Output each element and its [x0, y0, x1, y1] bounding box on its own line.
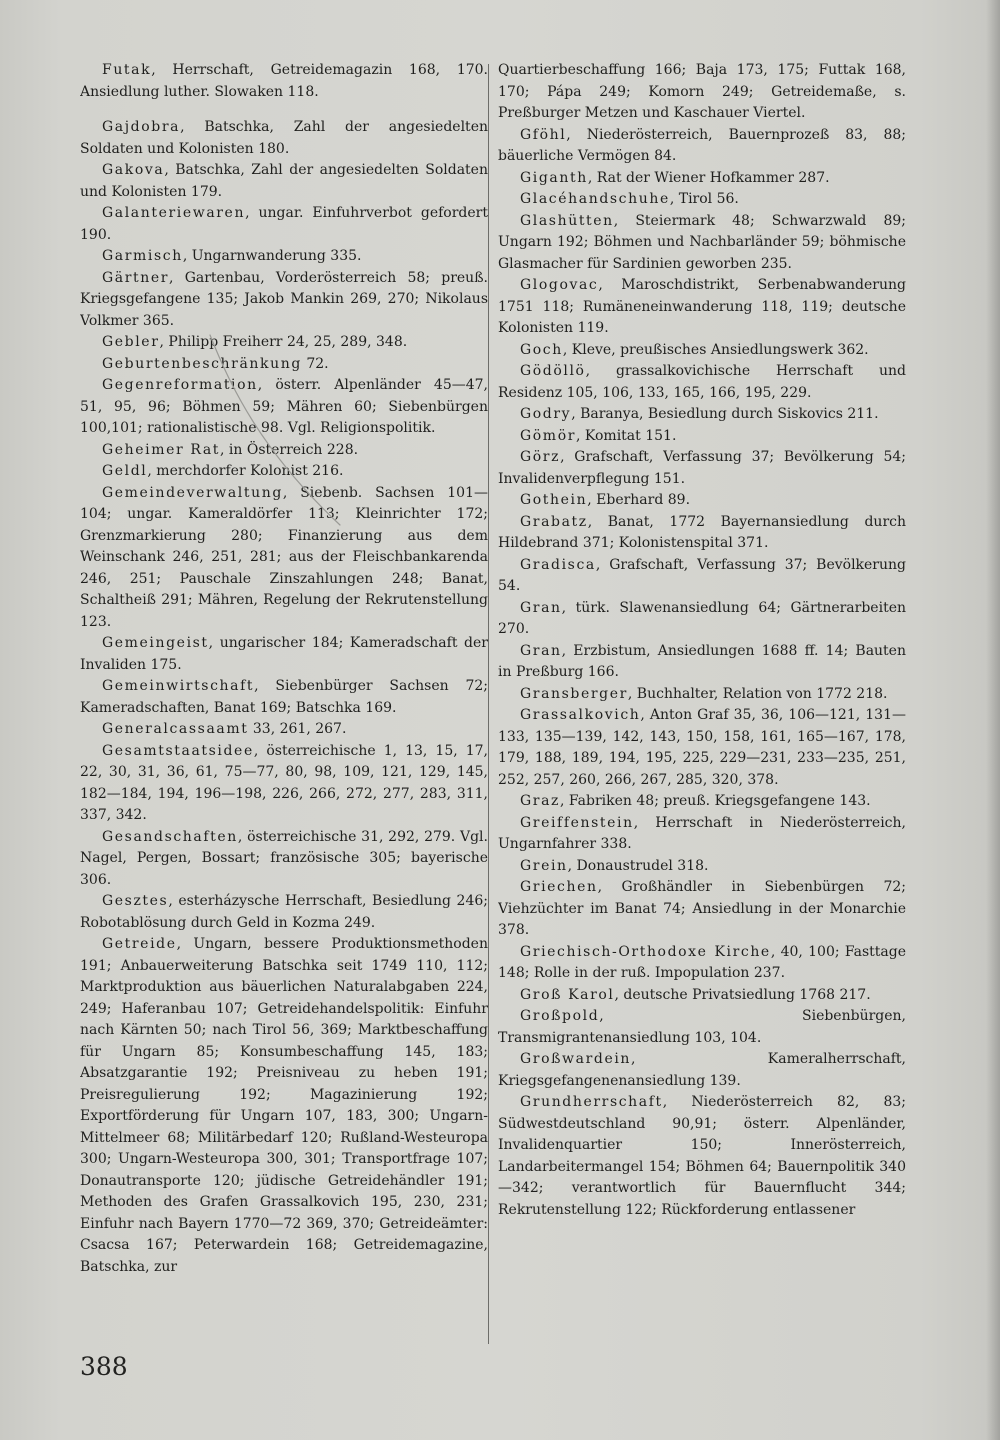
index-entry-heading: Garmisch [102, 248, 183, 264]
index-entry [498, 404, 906, 426]
index-entry [498, 211, 906, 276]
index-entry-text: , Niederösterreich, Bauernprozeß 83, 88; bäuerliche Vermögen 84. [498, 126, 906, 164]
index-entry [498, 125, 906, 168]
index-entry-text: , Steiermark 48; Schwarzwald 89; Ungarn 192; Böhmen und Nachbarländer 59; böhmische Glasmacher für Sardinien geworben 235. [498, 212, 906, 272]
index-entry-text: Quartierbeschaffung 166; Baja 173, 175; Futtak 168, 170; Pápa 249; Komorn 249; Getreidemaße, s. Preßburger Metzen und Kaschauer Viertel. [498, 62, 906, 121]
index-entry-heading: Grassalkovich [520, 707, 641, 723]
index-entry-text: , Siebenbürgen, Transmigrantenansiedlung 103, 104. [498, 1008, 906, 1046]
index-entry-text: , merchdorfer Kolonist 216. [147, 463, 344, 479]
index-entry [80, 827, 488, 892]
index-entry-heading: Greiffenstein [520, 814, 634, 831]
index-entry [498, 1092, 906, 1221]
index-entry-text: , Batschka, Zahl der angesiedelten Soldaten und Kolonisten 179. [80, 162, 488, 200]
page-edge-shadow [986, 0, 1000, 1440]
index-entry-text: , Gartenbau, Vorderösterreich 58; preuß. Kriegsgefangene 135; Jakob Mankin 269, 270; Nikolaus Volkmer 365. [80, 269, 488, 329]
index-entry-heading: Gransberger [520, 685, 628, 702]
index-entry-text: , österreichische 1, 13, 15, 17, 22, 30, 31, 36, 61, 75—77, 80, 98, 109, 121, 129, 145, 182—184, 194, 196—198, 226, 266, 272, 277, 283, 311, 337, 342. [80, 742, 488, 823]
index-entry-heading: Gran [520, 599, 562, 616]
index-entry-heading: Glashütten [520, 212, 614, 229]
index-entry-heading: Gradisca [520, 556, 596, 573]
index-entry-text: 33, 261, 267. [248, 721, 347, 737]
index-entry-heading: Gakova [102, 162, 165, 178]
index-entry-text: , Großhändler in Siebenbürgen 72; Viehzüchter im Banat 74; Ansiedlung in der Monarchie 378. [498, 879, 906, 938]
index-entry-text: , Herrschaft, Getreidemagazin 168, 170. Ansiedlung luther. Slowaken 118. [80, 62, 488, 100]
index-entry [498, 60, 906, 125]
index-entry [80, 246, 488, 268]
index-entry-text: , grassalkovichische Herrschaft und Residenz 105, 106, 133, 165, 166, 195, 229. [498, 363, 906, 401]
index-entry [80, 676, 488, 719]
index-entry [80, 268, 488, 333]
index-entry-text: , österr. Alpenländer 45—47, 51, 95, 96; Böhmen 59; Mähren 60; Siebenbürgen 100,101; rationalistische 98. Vgl. Religionspolitik. [80, 377, 488, 436]
index-entry-text: , Anton Graf 35, 36, 106—121, 131—133, 135—139, 142, 143, 150, 158, 161, 165—167, 178, 179, 188, 189, 194, 195, 225, 229—231, 233—235, 251, 252, 257, 260, 266, 267, 285, 320, 378. [498, 707, 906, 788]
index-entry-text: , Herrschaft in Niederösterreich, Ungarnfahrer 338. [498, 814, 906, 852]
index-entry [498, 813, 906, 856]
index-entry-text: , Niederösterreich 82, 83; Südwestdeutschland 90,91; österr. Alpenländer, Invalidenquartier 150; Innerösterreich, Landarbeitermangel 154; Böhmen 64; Bauernpolitik 340—342; verantwortlich für Bauernflucht 344; Rekrutenstellung 122; Rückforderung entlassener [498, 1094, 906, 1218]
index-entry-text: , österreichische 31, 292, 279. Vgl. Nagel, Pergen, Bossart; französische 305; bayerische 306. [80, 828, 488, 888]
index-entry-text: , Baranya, Besiedlung durch Siskovics 211. [571, 406, 879, 422]
index-entry-text: , Banat, 1772 Bayernansiedlung durch Hildebrand 371; Kolonistenspital 371. [498, 513, 906, 551]
index-entry [498, 791, 906, 813]
index-entry-heading: Gemeindeverwaltung [102, 484, 283, 501]
index-entry-heading: Grabatz [520, 513, 588, 530]
index-entry-text: , Siebenbürger Sachsen 72; Kameradschaften, Banat 169; Batschka 169. [80, 678, 488, 716]
index-entry-heading: Gegenreformation [102, 377, 258, 393]
index-entry [498, 598, 906, 641]
index-column-left [80, 60, 488, 1350]
index-entry [498, 942, 906, 985]
index-entry-heading: Gebler [102, 334, 160, 350]
index-entry-text: , ungar. Einfuhrverbot gefordert 190. [80, 205, 488, 243]
index-entry [498, 985, 906, 1007]
index-entry-heading: Generalcassaamt [102, 721, 249, 737]
index-entry [498, 877, 906, 942]
index-entry [498, 705, 906, 791]
index-entry-text: , Batschka, Zahl der angesiedelten Soldaten und Kolonisten 180. [80, 119, 488, 157]
index-entry-text: , Maroschdistrikt, Serbenabwanderung 1751 118; Rumäneneinwanderung 118, 119; deutsche Kolonisten 119. [498, 277, 906, 336]
index-entry [80, 719, 488, 741]
index-entry [498, 189, 906, 211]
index-entry [80, 60, 488, 103]
index-entry-text: , Ungarn, bessere Produktionsmethoden 191; Anbauerweiterung Batschka seit 1749 110, 112; Marktproduktion aus bäuerlichen Naturalabgaben 224, 249; Haferanbau 107; Getreidehandelspolitik: Einfuhr nach Kärnten 50; nach Tirol 56, 369; Marktbeschaffung für Ungarn 85; Konsumbeschaffung 145, 183; Absatzgarantie 192; Preisniveau zu heben 191; Preisregulierung 192; Magazinierung 192; Exportförderung für Ungarn 107, 183, 300; Ungarn-Mittelmeer 68; Militärbedarf 120; Rußland-Westeuropa 300; Ungarn-Westeuropa 300, 301; Transportfrage 107; Donautransporte 120; jüdische Getreidehändler 191; Methoden des Grafen Grassalkovich 195, 230, 231; Einfuhr nach Bayern 1770—72 369, 370; Getreideämter: Csacsa 167; Peterwardein 168; Getreidemagazine, Batschka, zur [80, 936, 488, 1275]
index-entry [498, 340, 906, 362]
index-entry [80, 934, 488, 1278]
index-entry-heading: Gothein [520, 492, 588, 508]
index-entry-text: , Buchhalter, Relation von 1772 218. [627, 685, 888, 702]
index-entry-heading: Galanteriewaren [102, 205, 246, 221]
index-entry [498, 856, 906, 878]
index-entry-heading: Gesamtstaatsidee [102, 742, 254, 759]
index-entry-heading: Gömör [520, 427, 577, 444]
index-entry-heading: Grein [520, 857, 568, 874]
index-entry-heading: Glacéhandschuhe [520, 191, 670, 207]
index-entry-heading: Geburtenbeschränkung [102, 355, 302, 372]
index-entry-text: , Ungarnwanderung 335. [182, 248, 362, 264]
index-entry-heading: Großpold [520, 1008, 600, 1024]
index-entry-text: , türk. Slawenansiedlung 64; Gärtnerarbeiten 270. [498, 599, 906, 637]
index-entry [498, 426, 906, 448]
index-entry [498, 168, 906, 190]
index-entry-heading: Griechen [520, 879, 598, 895]
index-column-right [498, 60, 906, 1350]
page-number: 388 [80, 1352, 128, 1381]
index-entry-text: , Siebenb. Sachsen 101—104; ungar. Kameraldörfer 113; Kleinrichter 172; Grenzmarkierung 280; Finanzierung aus dem Weinschank 246, 251, 281; aus der Fleischbankarenda 246, 251; Pauschale Zinszahlungen 248; Banat, Schaltheiß 291; Mähren, Regelung der Rekrutenstellung 123. [80, 484, 488, 630]
index-entry-heading: Gesztes [102, 893, 169, 909]
index-entry-text: , in Österreich 228. [220, 441, 359, 458]
index-entry [498, 641, 906, 684]
index-entry-text: , deutsche Privatsiedlung 1768 217. [614, 986, 871, 1003]
index-entry-heading: Goch [520, 341, 563, 358]
index-entry [498, 447, 906, 490]
index-entry-heading: Getreide [102, 936, 177, 952]
index-entry-text: , Grafschaft, Verfassung 37; Bevölkerung 54. [498, 556, 906, 594]
index-entry-heading: Geldl [102, 463, 148, 479]
index-entry-heading: Groß Karol [520, 986, 615, 1003]
index-entry-text: , Fabriken 48; preuß. Kriegsgefangene 143. [560, 793, 871, 809]
index-entry-text: , Erzbistum, Ansiedlungen 1688 ff. 14; Bauten in Preßburg 166. [498, 642, 906, 680]
index-entry-text: , Kameralherrschaft, Kriegsgefangenenansiedlung 139. [498, 1051, 906, 1089]
index-entry-text: , Grafschaft, Verfassung 37; Bevölkerung 54; Invalidenverpflegung 151. [498, 449, 906, 487]
index-entry [80, 117, 488, 160]
index-entry-text: , Philipp Freiherr 24, 25, 289, 348. [159, 334, 408, 350]
index-entry-heading: Graz [520, 793, 560, 809]
index-entry [498, 1006, 906, 1049]
index-entry-heading: Gemeinwirtschaft [102, 678, 255, 694]
index-entry-heading: Giganth [520, 169, 588, 186]
index-entry-heading: Geheimer Rat [102, 441, 220, 458]
index-entry [498, 490, 906, 512]
index-entry-text: , Rat der Wiener Hofkammer 287. [587, 169, 830, 186]
index-entry-heading: Gödöllö [520, 363, 586, 379]
index-entry-text: 72. [301, 355, 329, 372]
index-entry [80, 203, 488, 246]
index-entry [80, 160, 488, 203]
index-entry-heading: Grundherrschaft [520, 1094, 663, 1110]
index-entry-heading: Glogovac [520, 277, 599, 293]
index-entry-text: , Tirol 56. [669, 191, 739, 207]
index-entry-text: , ungarischer 184; Kameradschaft der Invaliden 175. [80, 635, 488, 673]
index-entry-heading: Gesandschaften [102, 828, 238, 845]
index-entry-heading: Griechisch-Orthodoxe Kirche [520, 943, 771, 960]
index-entry-heading: Gärtner [102, 269, 170, 286]
index-entry [498, 361, 906, 404]
pencil-mark [200, 330, 350, 530]
index-entry [498, 512, 906, 555]
index-entry-heading: Großwardein [520, 1051, 632, 1067]
index-entry-heading: Gajdobra [102, 119, 181, 135]
index-entry-heading: Gföhl [520, 126, 567, 143]
index-entry-heading: Gemeingeist [102, 635, 209, 651]
column-divider [488, 64, 489, 1344]
index-entry [498, 1049, 906, 1092]
index-entry-heading: Gran [520, 642, 562, 659]
index-entry-text: , Kleve, preußisches Ansiedlungswerk 362. [562, 341, 869, 358]
index-entry [80, 891, 488, 934]
index-entry [498, 684, 906, 706]
index-entry [498, 555, 906, 598]
index-entry-text: , 40, 100; Fasttage 148; Rolle in der ruß. Impopulation 237. [498, 943, 906, 981]
index-entry-heading: Futak [102, 62, 152, 78]
index-entry-text: , Eberhard 89. [587, 492, 691, 508]
index-entry-heading: Görz [520, 449, 561, 465]
index-entry [498, 275, 906, 340]
index-entry-heading: Godry [520, 406, 572, 422]
index-entry [80, 741, 488, 827]
index-entry [80, 633, 488, 676]
index-entry-text: , Donaustrudel 318. [567, 857, 709, 874]
index-entry-text: , esterházysche Herrschaft, Besiedlung 246; Robotablösung durch Geld in Kozma 249. [80, 893, 488, 931]
index-entry-text: , Komitat 151. [576, 427, 677, 444]
